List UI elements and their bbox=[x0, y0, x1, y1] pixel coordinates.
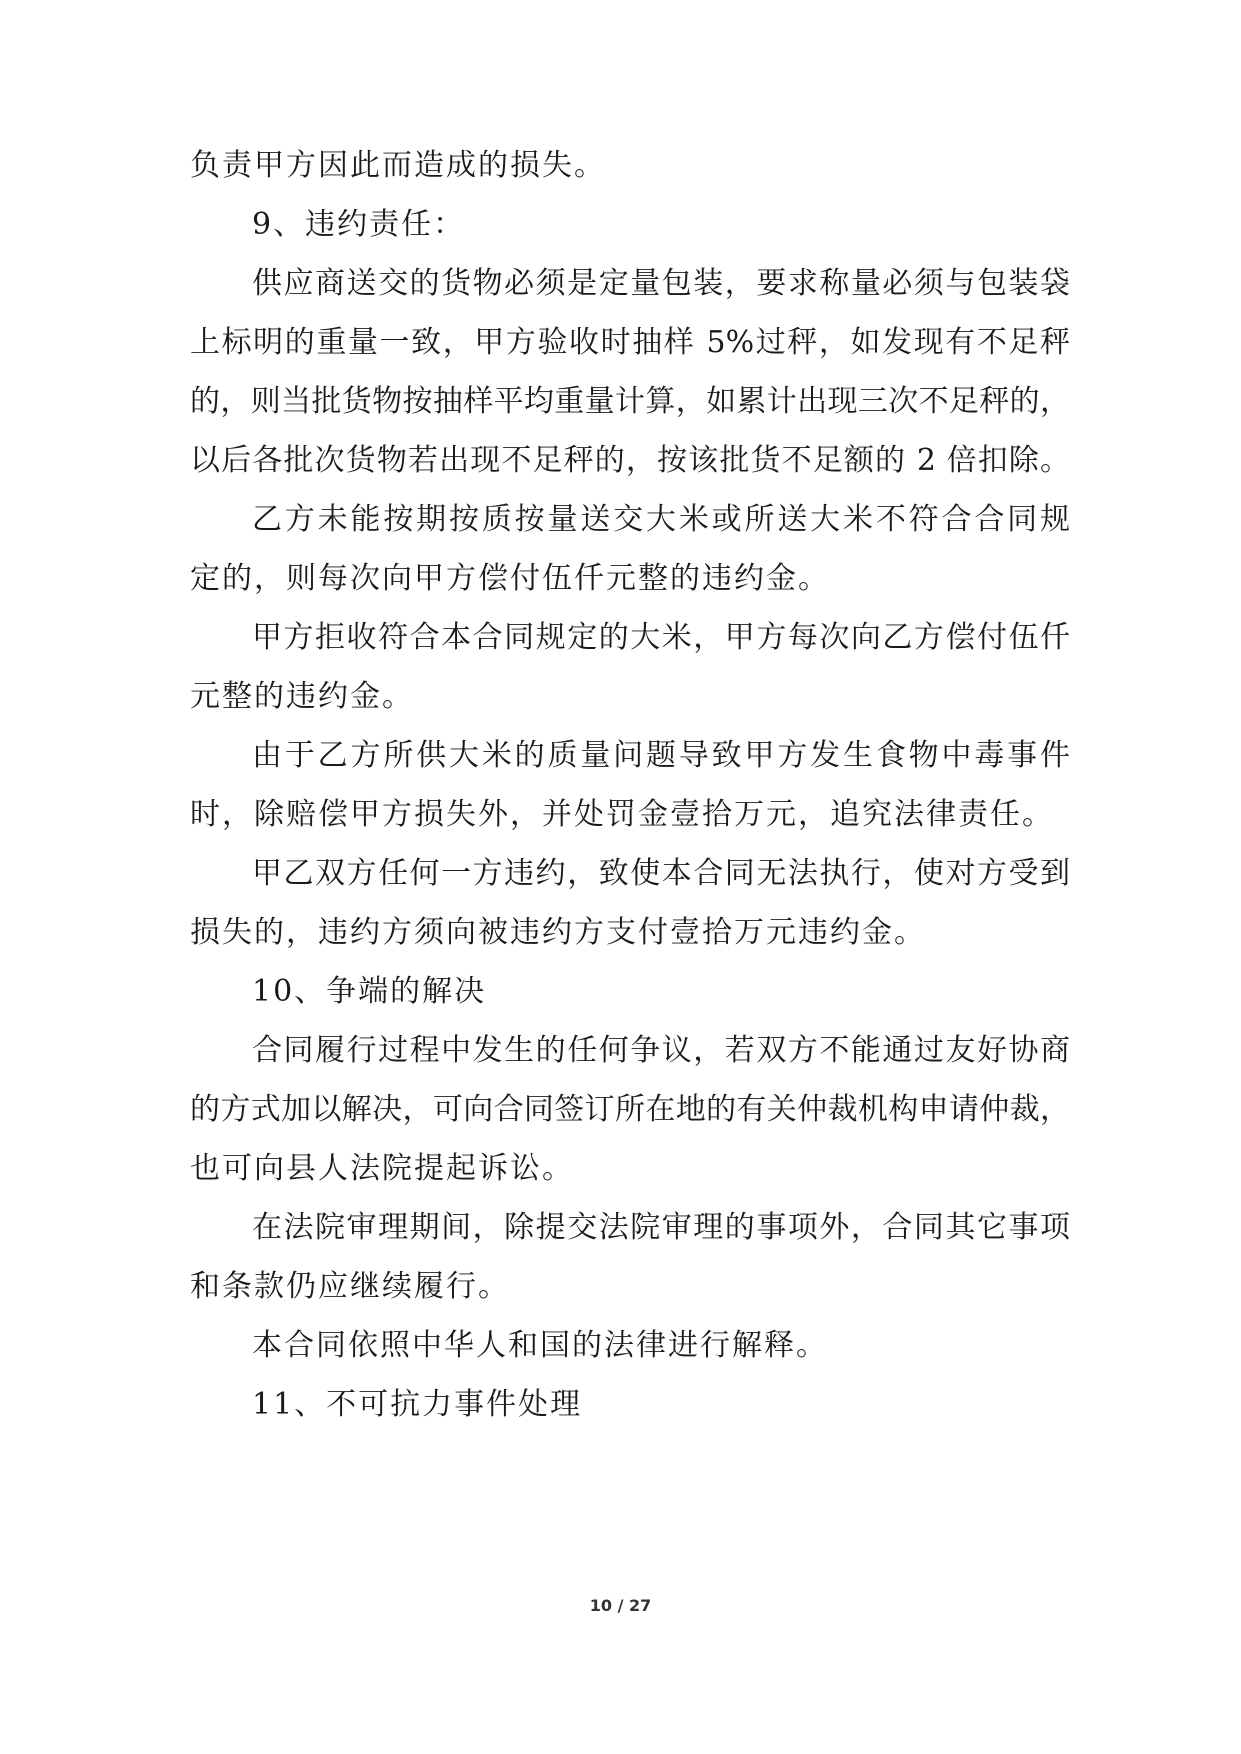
text-line: 本合同依照中华人和国的法律进行解释。 bbox=[252, 1328, 828, 1363]
text-line: 乙方未能按期按质按量送交大米或所送大米不符合合同规 bbox=[252, 502, 1070, 537]
text-line: 甲方拒收符合本合同规定的大米，甲方每次向乙方偿付伍仟 bbox=[252, 620, 1070, 655]
text-line: 和条款仍应继续履行。 bbox=[190, 1269, 510, 1304]
text-line: 由于乙方所供大米的质量问题导致甲方发生食物中毒事件 bbox=[252, 738, 1070, 773]
text-line: 元整的违约金。 bbox=[190, 679, 414, 714]
text-line: 也可向县人法院提起诉讼。 bbox=[190, 1151, 574, 1186]
text-line: 合同履行过程中发生的任何争议，若双方不能通过友好协商 bbox=[252, 1033, 1070, 1068]
text-line: 以后各批次货物若出现不足秤的，按该批货不足额的 2 倍扣除。 bbox=[190, 443, 1070, 478]
page-number: 10 / 27 bbox=[589, 1596, 652, 1615]
text-line: 负责甲方因此而造成的损失。 bbox=[190, 148, 606, 183]
text-line: 时，除赔偿甲方损失外，并处罚金壹拾万元，追究法律责任。 bbox=[190, 797, 1054, 832]
text-line: 甲乙双方任何一方违约，致使本合同无法执行，使对方受到 bbox=[252, 856, 1070, 891]
text-line: 在法院审理期间，除提交法院审理的事项外，合同其它事项 bbox=[252, 1210, 1070, 1245]
text-line: 供应商送交的货物必须是定量包装，要求称量必须与包装袋 bbox=[252, 266, 1070, 301]
text-line: 上标明的重量一致，甲方验收时抽样 5%过秤，如发现有不足秤 bbox=[190, 325, 1070, 360]
section-heading-9: 9、违约责任： bbox=[252, 207, 466, 242]
text-line: 的，则当批货物按抽样平均重量计算，如累计出现三次不足秤的， bbox=[190, 384, 1070, 419]
text-line: 的方式加以解决，可向合同签订所在地的有关仲裁机构申请仲裁， bbox=[190, 1092, 1070, 1127]
section-heading-10: 10、争端的解决 bbox=[252, 974, 487, 1009]
section-heading-11: 11、不可抗力事件处理 bbox=[252, 1387, 583, 1422]
text-line: 定的，则每次向甲方偿付伍仟元整的违约金。 bbox=[190, 561, 830, 596]
text-line: 损失的，违约方须向被违约方支付壹拾万元违约金。 bbox=[190, 915, 926, 950]
